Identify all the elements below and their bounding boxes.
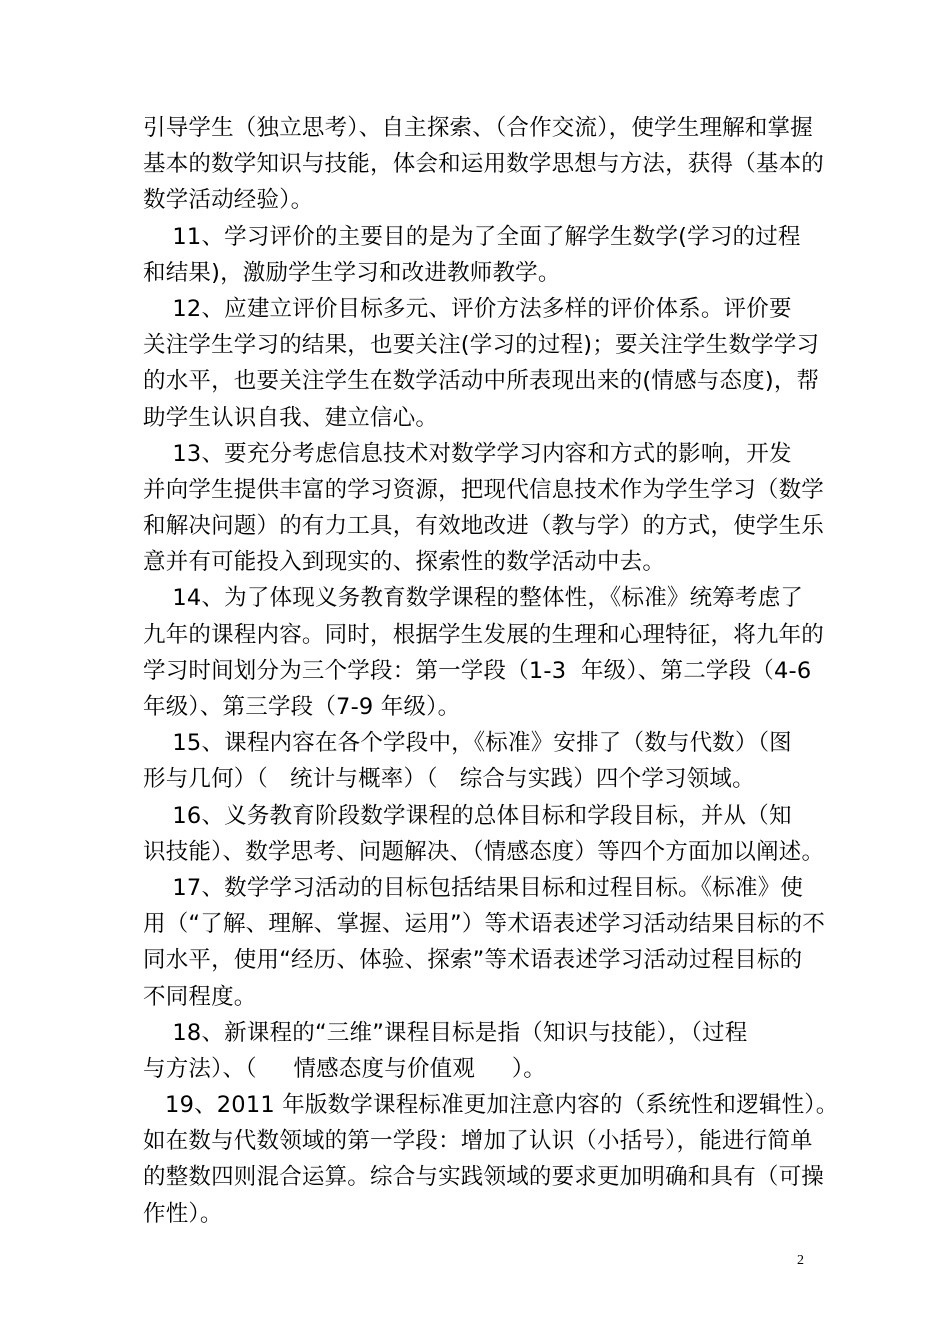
text-line: 的整数四则混合运算。综合与实践领域的要求更加明确和具有（可操 [143, 1164, 825, 1191]
text-line: 15、课程内容在各个学段中，《标准》安排了（数与代数）（图 [143, 730, 792, 757]
text-line: 学习时间划分为三个学段：第一学段（1-3 年级）、第二学段（4-6 [143, 657, 812, 684]
text-line: 如在数与代数领域的第一学段：增加了认识（小括号），能进行简单 [143, 1128, 813, 1155]
text-line: 形与几何）（ 统计与概率）（ 综合与实践）四个学习领域。 [143, 766, 755, 793]
text-line: 19、2011 年版数学课程标准更加注意内容的（系统性和逻辑性）。 [143, 1092, 839, 1119]
text-line: 基本的数学知识与技能，体会和运用数学思想与方法，获得（基本的 [143, 151, 825, 178]
text-line: 意并有可能投入到现实的、探索性的数学活动中去。 [143, 549, 666, 576]
text-line: 关注学生学习的结果，也要关注(学习的过程)；要关注学生数学学习 [143, 332, 820, 359]
text-line: 助学生认识自我、建立信心。 [143, 404, 439, 431]
text-line: 与方法）、（ 情感态度与价值观 ）。 [143, 1055, 546, 1082]
text-line: 的水平，也要关注学生在数学活动中所表现出来的(情感与态度)，帮 [143, 368, 820, 395]
text-line: 识技能）、数学思考、问题解决、（情感态度）等四个方面加以阐述。 [143, 838, 825, 865]
text-line: 14、为了体现义务教育数学课程的整体性，《标准》统筹考虑了 [143, 585, 804, 612]
text-line: 用（“了解、理解、掌握、运用”）等术语表述学习活动结果目标的不 [143, 911, 826, 938]
text-line: 数学活动经验）。 [143, 187, 314, 214]
document-body [143, 110, 839, 1232]
text-line: 和结果)，激励学生学习和改进教师教学。 [143, 259, 561, 286]
text-line: 18、新课程的“三维”课程目标是指（知识与技能），（过程 [143, 1019, 748, 1046]
text-line: 同水平，使用“经历、体验、探索”等术语表述学习活动过程目标的 [143, 947, 803, 974]
text-line: 年级）、第三学段（7-9 年级）。 [143, 694, 461, 720]
text-line: 九年的课程内容。同时，根据学生发展的生理和心理特征，将九年的 [143, 621, 825, 648]
text-line: 12、应建立评价目标多元、评价方法多样的评价体系。评价要 [143, 295, 792, 322]
text-line: 引导学生（独立思考）、自主探索、（合作交流），使学生理解和掌握 [143, 115, 813, 141]
text-line: 不同程度。 [143, 983, 257, 1010]
text-line: 13、要充分考虑信息技术对数学学习内容和方式的影响，开发 [143, 440, 792, 467]
text-line: 11、学习评价的主要目的是为了全面了解学生数学(学习的过程 [143, 223, 801, 250]
text-line: 16、义务教育阶段数学课程的总体目标和学段目标，并从（知 [143, 802, 792, 829]
text-line: 和解决问题）的有力工具，有效地改进（教与学）的方式，使学生乐 [143, 513, 825, 540]
page-number: 2 [797, 1253, 804, 1268]
text-line: 并向学生提供丰富的学习资源，把现代信息技术作为学生学习（数学 [143, 476, 825, 503]
text-line: 17、数学学习活动的目标包括结果目标和过程目标。《标准》使 [143, 874, 804, 901]
text-line: 作性）。 [143, 1200, 223, 1227]
